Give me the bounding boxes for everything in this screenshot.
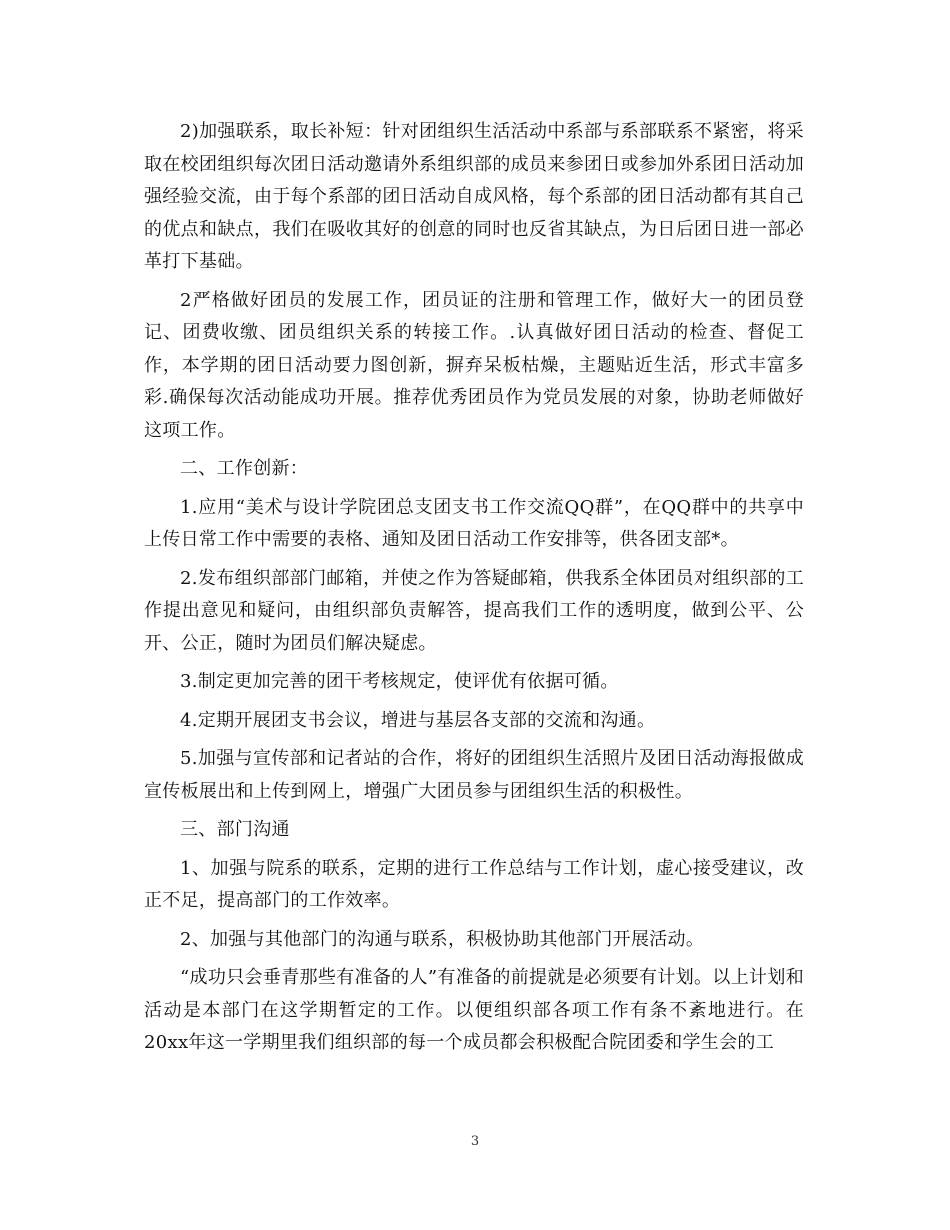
list-item-department-liaison: 1、加强与院系的联系，定期的进行工作总结与工作计划，虚心接受建议，改正不足，提高部门的工作效率。	[144, 857, 804, 911]
list-item-meetings: 4.定期开展团支书会议，增进与基层各支部的交流和沟通。	[180, 709, 656, 731]
document-body	[144, 116, 804, 1060]
paragraph-member-development: 2严格做好团员的发展工作，团员证的注册和管理工作，做好大一的团员登记、团费收缴、团员组织关系的转接工作。.认真做好团日活动的检查、督促工作，本学期的团日活动要力图创新，摒弃呆板枯燥，主题贴近生活，形式丰富多彩.确保每次活动能成功开展。推荐优秀团员作为党员发展的对象，协助老师做好这项工作。	[144, 289, 804, 441]
list-item-mailbox: 2.发布组织部部门邮箱，并使之作为答疑邮箱，供我系全体团员对组织部的工作提出意见和疑问，由组织部负责解答，提高我们工作的透明度，做到公平、公开、公正，随时为团员们解决疑虑。	[144, 567, 804, 654]
paragraph-liaison: 2)加强联系，取长补短：针对团组织生活活动中系部与系部联系不紧密，将采取在校团组织每次团日活动邀请外系组织部的成员来参团日或参加外系团日活动加强经验交流，由于每个系部的团日活动自成风格，每个系部的团日活动都有其自己的优点和缺点，我们在吸收其好的创意的同时也反省其缺点，为日后团日进一部必革打下基础。	[144, 121, 804, 272]
list-item-qq-group: 1.应用“美术与设计学院团总支团支书工作交流QQ群”，在QQ群中的共享中上传日常工作中需要的表格、通知及团日活动工作安排等，供各团支部*。	[144, 496, 804, 550]
list-item-cooperation: 5.加强与宣传部和记者站的合作，将好的团组织生活照片及团日活动海报做成宣传板展出和上传到网上，增强广大团员参与团组织生活的积极性。	[144, 748, 804, 802]
list-item-other-departments: 2、加强与其他部门的沟通与联系，积极协助其他部门开展活动。	[180, 928, 705, 950]
section-heading-communication: 三、部门沟通	[180, 819, 290, 840]
section-heading-innovation: 二、工作创新：	[180, 458, 309, 479]
paragraph-conclusion: “成功只会垂青那些有准备的人”有准备的前提就是必须要有计划。以上计划和活动是本部门在这学期暂定的工作。以便组织部各项工作有条不紊地进行。在20xx年这一学期里我们组织部的每一个成员都会积极配合院团委和学生会的工	[144, 967, 804, 1053]
page-number: 3	[470, 1134, 480, 1149]
list-item-assessment: 3.制定更加完善的团干考核规定，使评优有依据可循。	[180, 671, 619, 692]
